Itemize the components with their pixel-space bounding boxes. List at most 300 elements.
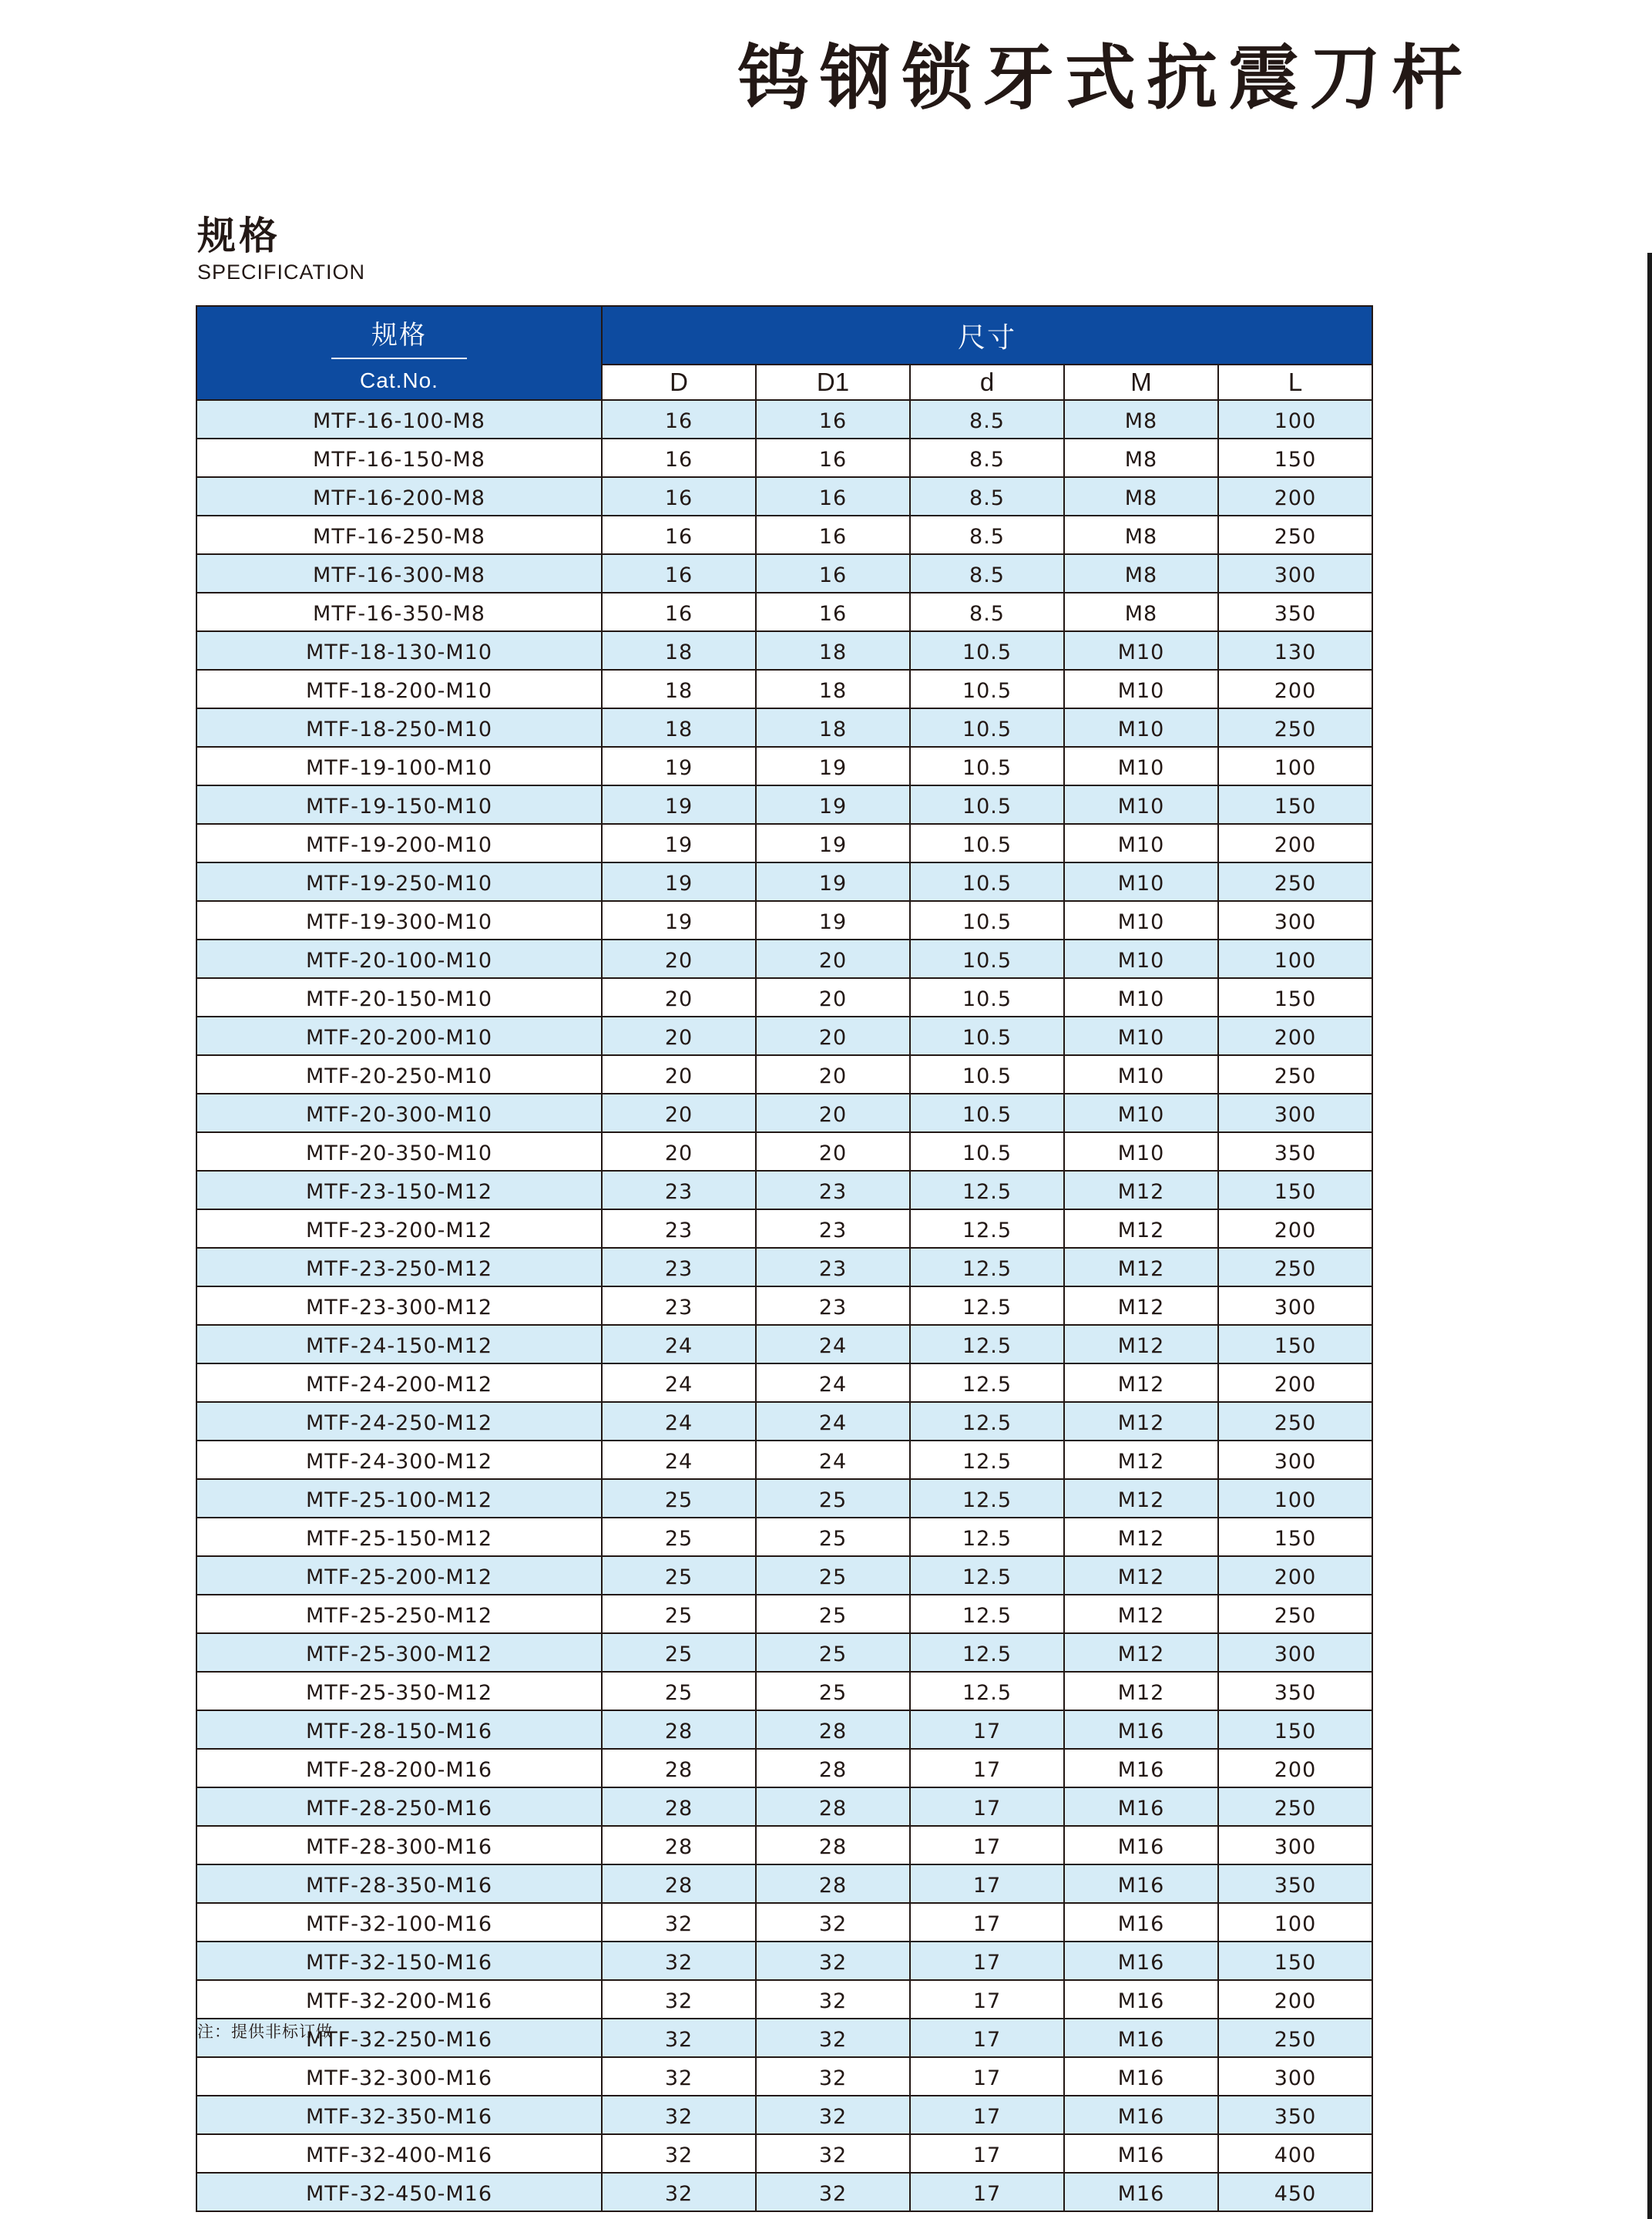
cat-no-cell: MTF-20-350-M10 — [196, 1132, 602, 1171]
cat-no-cell: MTF-32-250-M16 — [196, 2019, 602, 2057]
m-cell: M10 — [1064, 785, 1218, 824]
d-inner-cell: 10.5 — [910, 631, 1064, 670]
table-row — [196, 1864, 1372, 1903]
cat-no-cell: MTF-16-150-M8 — [196, 439, 602, 477]
table-row — [196, 978, 1372, 1017]
l-cell: 450 — [1218, 2173, 1372, 2211]
d-cell: 32 — [602, 1942, 756, 1980]
d-cell: 19 — [602, 747, 756, 785]
d1-cell: 25 — [756, 1518, 910, 1556]
cat-no-cell: MTF-16-350-M8 — [196, 593, 602, 631]
d-cell: 24 — [602, 1325, 756, 1363]
cat-no-cell: MTF-20-250-M10 — [196, 1055, 602, 1094]
cat-no-cell: MTF-32-350-M16 — [196, 2096, 602, 2134]
l-cell: 250 — [1218, 2019, 1372, 2057]
d-inner-cell: 12.5 — [910, 1518, 1064, 1556]
m-cell: M10 — [1064, 631, 1218, 670]
m-cell: M16 — [1064, 1980, 1218, 2019]
l-cell: 200 — [1218, 477, 1372, 516]
d-inner-cell: 12.5 — [910, 1595, 1064, 1633]
m-cell: M16 — [1064, 1903, 1218, 1942]
d-inner-cell: 17 — [910, 2134, 1064, 2173]
m-cell: M10 — [1064, 1094, 1218, 1132]
d1-cell: 28 — [756, 1864, 910, 1903]
m-cell: M10 — [1064, 708, 1218, 747]
l-cell: 150 — [1218, 785, 1372, 824]
d-cell: 20 — [602, 1132, 756, 1171]
d1-cell: 24 — [756, 1402, 910, 1441]
d-inner-cell: 10.5 — [910, 824, 1064, 862]
l-cell: 300 — [1218, 1094, 1372, 1132]
d-inner-cell: 17 — [910, 2173, 1064, 2211]
d1-cell: 32 — [756, 2057, 910, 2096]
cat-no-cell: MTF-28-300-M16 — [196, 1826, 602, 1864]
d-inner-cell: 8.5 — [910, 477, 1064, 516]
d-cell: 19 — [602, 824, 756, 862]
table-row — [196, 2173, 1372, 2211]
cat-no-cell: MTF-28-250-M16 — [196, 1787, 602, 1826]
cat-no-cell: MTF-23-150-M12 — [196, 1171, 602, 1209]
cat-no-cell: MTF-25-250-M12 — [196, 1595, 602, 1633]
table-row — [196, 439, 1372, 477]
d-cell: 23 — [602, 1209, 756, 1248]
d-inner-cell: 12.5 — [910, 1556, 1064, 1595]
cat-no-cell: MTF-24-150-M12 — [196, 1325, 602, 1363]
table-row — [196, 824, 1372, 862]
d-cell: 25 — [602, 1672, 756, 1710]
m-cell: M10 — [1064, 1017, 1218, 1055]
d-inner-cell: 17 — [910, 1826, 1064, 1864]
m-cell: M12 — [1064, 1402, 1218, 1441]
d-inner-cell: 8.5 — [910, 439, 1064, 477]
d-cell: 19 — [602, 901, 756, 940]
d-inner-cell: 10.5 — [910, 940, 1064, 978]
catno-header-cn: 规格 — [331, 314, 467, 359]
cat-no-cell: MTF-32-150-M16 — [196, 1942, 602, 1980]
cat-no-cell: MTF-19-100-M10 — [196, 747, 602, 785]
l-cell: 200 — [1218, 824, 1372, 862]
m-cell: M16 — [1064, 1787, 1218, 1826]
table-row — [196, 1132, 1372, 1171]
m-cell: M16 — [1064, 1864, 1218, 1903]
d-inner-cell: 10.5 — [910, 670, 1064, 708]
l-cell: 150 — [1218, 1942, 1372, 1980]
d-cell: 25 — [602, 1518, 756, 1556]
d-inner-cell: 17 — [910, 1980, 1064, 2019]
m-cell: M10 — [1064, 978, 1218, 1017]
l-cell: 150 — [1218, 978, 1372, 1017]
d-cell: 16 — [602, 554, 756, 593]
table-row — [196, 670, 1372, 708]
d-cell: 28 — [602, 1864, 756, 1903]
d-cell: 24 — [602, 1441, 756, 1479]
table-row — [196, 1749, 1372, 1787]
d1-cell: 16 — [756, 593, 910, 631]
table-row — [196, 901, 1372, 940]
spec-table — [196, 305, 1373, 2212]
m-cell: M12 — [1064, 1556, 1218, 1595]
m-cell: M12 — [1064, 1518, 1218, 1556]
m-cell: M10 — [1064, 824, 1218, 862]
column-header-d-outer: D — [602, 365, 756, 400]
d1-cell: 32 — [756, 1903, 910, 1942]
table-row — [196, 1017, 1372, 1055]
d-cell: 32 — [602, 2096, 756, 2134]
d-cell: 23 — [602, 1171, 756, 1209]
d-inner-cell: 17 — [910, 2096, 1064, 2134]
l-cell: 250 — [1218, 1055, 1372, 1094]
cat-no-cell: MTF-25-350-M12 — [196, 1672, 602, 1710]
d-cell: 16 — [602, 593, 756, 631]
cat-no-cell: MTF-25-300-M12 — [196, 1633, 602, 1672]
d-inner-cell: 17 — [910, 1942, 1064, 1980]
l-cell: 200 — [1218, 1749, 1372, 1787]
l-cell: 250 — [1218, 1595, 1372, 1633]
d1-cell: 19 — [756, 824, 910, 862]
d-inner-cell: 12.5 — [910, 1402, 1064, 1441]
d1-cell: 18 — [756, 708, 910, 747]
d-inner-cell: 12.5 — [910, 1286, 1064, 1325]
d-cell: 16 — [602, 516, 756, 554]
d-cell: 25 — [602, 1556, 756, 1595]
d-cell: 28 — [602, 1787, 756, 1826]
m-cell: M16 — [1064, 2134, 1218, 2173]
d1-cell: 32 — [756, 1980, 910, 2019]
cat-no-cell: MTF-20-300-M10 — [196, 1094, 602, 1132]
l-cell: 350 — [1218, 2096, 1372, 2134]
d1-cell: 25 — [756, 1479, 910, 1518]
l-cell: 350 — [1218, 1672, 1372, 1710]
cat-no-cell: MTF-19-300-M10 — [196, 901, 602, 940]
d-inner-cell: 17 — [910, 1787, 1064, 1826]
cat-no-cell: MTF-28-150-M16 — [196, 1710, 602, 1749]
column-header-d-inner: d — [910, 365, 1064, 400]
d-inner-cell: 12.5 — [910, 1633, 1064, 1672]
spec-table-header — [196, 306, 1372, 400]
d-inner-cell: 12.5 — [910, 1479, 1064, 1518]
d-cell: 20 — [602, 1055, 756, 1094]
l-cell: 300 — [1218, 1826, 1372, 1864]
d1-cell: 23 — [756, 1171, 910, 1209]
cat-no-cell: MTF-23-250-M12 — [196, 1248, 602, 1286]
d1-cell: 20 — [756, 1132, 910, 1171]
d-cell: 28 — [602, 1749, 756, 1787]
cat-no-cell: MTF-24-250-M12 — [196, 1402, 602, 1441]
l-cell: 250 — [1218, 862, 1372, 901]
m-cell: M12 — [1064, 1325, 1218, 1363]
cat-no-cell: MTF-16-300-M8 — [196, 554, 602, 593]
section-title: 规格 — [197, 213, 280, 258]
table-row — [196, 1710, 1372, 1749]
table-row — [196, 747, 1372, 785]
table-row — [196, 1402, 1372, 1441]
cat-no-cell: MTF-18-200-M10 — [196, 670, 602, 708]
m-cell: M12 — [1064, 1363, 1218, 1402]
m-cell: M8 — [1064, 400, 1218, 439]
d1-cell: 32 — [756, 1942, 910, 1980]
l-cell: 150 — [1218, 1171, 1372, 1209]
table-row — [196, 516, 1372, 554]
table-row — [196, 1595, 1372, 1633]
table-row — [196, 1055, 1372, 1094]
table-row — [196, 1441, 1372, 1479]
cat-no-cell: MTF-24-300-M12 — [196, 1441, 602, 1479]
d1-cell: 24 — [756, 1363, 910, 1402]
l-cell: 400 — [1218, 2134, 1372, 2173]
table-row — [196, 2057, 1372, 2096]
d-cell: 20 — [602, 1094, 756, 1132]
l-cell: 250 — [1218, 708, 1372, 747]
m-cell: M12 — [1064, 1672, 1218, 1710]
m-cell: M8 — [1064, 439, 1218, 477]
d1-cell: 25 — [756, 1672, 910, 1710]
section-heading — [197, 213, 365, 284]
table-row — [196, 631, 1372, 670]
m-cell: M12 — [1064, 1441, 1218, 1479]
l-cell: 200 — [1218, 1363, 1372, 1402]
table-row — [196, 1903, 1372, 1942]
l-cell: 300 — [1218, 1441, 1372, 1479]
d-inner-cell: 10.5 — [910, 862, 1064, 901]
table-row — [196, 2019, 1372, 2057]
d-cell: 25 — [602, 1479, 756, 1518]
table-row — [196, 1556, 1372, 1595]
m-cell: M12 — [1064, 1479, 1218, 1518]
l-cell: 350 — [1218, 593, 1372, 631]
d-cell: 32 — [602, 2173, 756, 2211]
size-header: 尺寸 — [602, 306, 1372, 365]
cat-no-cell: MTF-32-200-M16 — [196, 1980, 602, 2019]
footnote: 注：提供非标订做 — [197, 2022, 333, 2041]
d-inner-cell: 12.5 — [910, 1209, 1064, 1248]
d-inner-cell: 17 — [910, 2019, 1064, 2057]
table-row — [196, 940, 1372, 978]
m-cell: M8 — [1064, 593, 1218, 631]
table-row — [196, 1248, 1372, 1286]
d-cell: 20 — [602, 978, 756, 1017]
d1-cell: 25 — [756, 1556, 910, 1595]
m-cell: M8 — [1064, 516, 1218, 554]
m-cell: M16 — [1064, 1826, 1218, 1864]
m-cell: M8 — [1064, 554, 1218, 593]
m-cell: M12 — [1064, 1286, 1218, 1325]
cat-no-cell: MTF-32-450-M16 — [196, 2173, 602, 2211]
m-cell: M16 — [1064, 2096, 1218, 2134]
table-row — [196, 862, 1372, 901]
d-inner-cell: 8.5 — [910, 593, 1064, 631]
d1-cell: 20 — [756, 1094, 910, 1132]
table-row — [196, 593, 1372, 631]
d-cell: 18 — [602, 631, 756, 670]
l-cell: 350 — [1218, 1864, 1372, 1903]
d-cell: 20 — [602, 1017, 756, 1055]
d-cell: 16 — [602, 477, 756, 516]
table-row — [196, 708, 1372, 747]
d-cell: 25 — [602, 1595, 756, 1633]
l-cell: 130 — [1218, 631, 1372, 670]
d-cell: 23 — [602, 1286, 756, 1325]
table-row — [196, 1171, 1372, 1209]
d1-cell: 19 — [756, 862, 910, 901]
cat-no-cell: MTF-19-250-M10 — [196, 862, 602, 901]
m-cell: M12 — [1064, 1171, 1218, 1209]
d-cell: 28 — [602, 1826, 756, 1864]
table-row — [196, 1363, 1372, 1402]
l-cell: 150 — [1218, 1325, 1372, 1363]
m-cell: M12 — [1064, 1209, 1218, 1248]
l-cell: 300 — [1218, 1633, 1372, 1672]
d-inner-cell: 12.5 — [910, 1672, 1064, 1710]
d-cell: 19 — [602, 785, 756, 824]
table-row — [196, 1787, 1372, 1826]
l-cell: 150 — [1218, 439, 1372, 477]
d1-cell: 28 — [756, 1710, 910, 1749]
cat-no-cell: MTF-24-200-M12 — [196, 1363, 602, 1402]
d-cell: 32 — [602, 1980, 756, 2019]
l-cell: 350 — [1218, 1132, 1372, 1171]
l-cell: 200 — [1218, 1209, 1372, 1248]
d1-cell: 16 — [756, 400, 910, 439]
cat-no-cell: MTF-20-150-M10 — [196, 978, 602, 1017]
cat-no-cell: MTF-20-200-M10 — [196, 1017, 602, 1055]
l-cell: 150 — [1218, 1518, 1372, 1556]
d-inner-cell: 10.5 — [910, 1055, 1064, 1094]
d-inner-cell: 10.5 — [910, 708, 1064, 747]
d-cell: 24 — [602, 1402, 756, 1441]
d-inner-cell: 10.5 — [910, 747, 1064, 785]
catno-header — [196, 306, 602, 400]
m-cell: M10 — [1064, 747, 1218, 785]
table-row — [196, 1826, 1372, 1864]
cat-no-cell: MTF-32-300-M16 — [196, 2057, 602, 2096]
table-row — [196, 477, 1372, 516]
d-cell: 18 — [602, 670, 756, 708]
table-row — [196, 1518, 1372, 1556]
m-cell: M8 — [1064, 477, 1218, 516]
d-inner-cell: 10.5 — [910, 1132, 1064, 1171]
d-inner-cell: 10.5 — [910, 1094, 1064, 1132]
table-row — [196, 1479, 1372, 1518]
d-cell: 24 — [602, 1363, 756, 1402]
d1-cell: 32 — [756, 2134, 910, 2173]
d1-cell: 25 — [756, 1595, 910, 1633]
m-cell: M16 — [1064, 1942, 1218, 1980]
m-cell: M10 — [1064, 862, 1218, 901]
l-cell: 150 — [1218, 1710, 1372, 1749]
d-cell: 20 — [602, 940, 756, 978]
l-cell: 300 — [1218, 2057, 1372, 2096]
cat-no-cell: MTF-18-130-M10 — [196, 631, 602, 670]
table-row — [196, 1942, 1372, 1980]
d1-cell: 32 — [756, 2019, 910, 2057]
cat-no-cell: MTF-16-250-M8 — [196, 516, 602, 554]
l-cell: 250 — [1218, 1402, 1372, 1441]
table-row — [196, 1325, 1372, 1363]
d1-cell: 20 — [756, 978, 910, 1017]
d1-cell: 20 — [756, 940, 910, 978]
cat-no-cell: MTF-16-100-M8 — [196, 400, 602, 439]
d-inner-cell: 8.5 — [910, 554, 1064, 593]
d1-cell: 19 — [756, 785, 910, 824]
table-row — [196, 1980, 1372, 2019]
column-header-m: M — [1064, 365, 1218, 400]
d1-cell: 24 — [756, 1325, 910, 1363]
d1-cell: 19 — [756, 901, 910, 940]
d-cell: 18 — [602, 708, 756, 747]
l-cell: 100 — [1218, 940, 1372, 978]
m-cell: M16 — [1064, 1710, 1218, 1749]
d-inner-cell: 17 — [910, 2057, 1064, 2096]
d-inner-cell: 12.5 — [910, 1248, 1064, 1286]
d1-cell: 28 — [756, 1787, 910, 1826]
d-inner-cell: 12.5 — [910, 1363, 1064, 1402]
m-cell: M12 — [1064, 1633, 1218, 1672]
l-cell: 250 — [1218, 1248, 1372, 1286]
l-cell: 100 — [1218, 747, 1372, 785]
cat-no-cell: MTF-16-200-M8 — [196, 477, 602, 516]
l-cell: 100 — [1218, 1903, 1372, 1942]
d1-cell: 20 — [756, 1017, 910, 1055]
cat-no-cell: MTF-19-200-M10 — [196, 824, 602, 862]
d1-cell: 23 — [756, 1286, 910, 1325]
table-row — [196, 1094, 1372, 1132]
m-cell: M12 — [1064, 1595, 1218, 1633]
m-cell: M10 — [1064, 1055, 1218, 1094]
m-cell: M16 — [1064, 1749, 1218, 1787]
table-row — [196, 1286, 1372, 1325]
d1-cell: 16 — [756, 477, 910, 516]
table-row — [196, 400, 1372, 439]
d1-cell: 19 — [756, 747, 910, 785]
d1-cell: 25 — [756, 1633, 910, 1672]
d-inner-cell: 17 — [910, 1864, 1064, 1903]
cat-no-cell: MTF-28-200-M16 — [196, 1749, 602, 1787]
d-inner-cell: 8.5 — [910, 516, 1064, 554]
catno-header-en: Cat.No. — [360, 368, 438, 392]
d-cell: 23 — [602, 1248, 756, 1286]
l-cell: 250 — [1218, 516, 1372, 554]
table-row — [196, 2096, 1372, 2134]
cat-no-cell: MTF-18-250-M10 — [196, 708, 602, 747]
d1-cell: 28 — [756, 1826, 910, 1864]
d1-cell: 16 — [756, 554, 910, 593]
d1-cell: 16 — [756, 439, 910, 477]
m-cell: M16 — [1064, 2057, 1218, 2096]
table-row — [196, 1633, 1372, 1672]
d-cell: 25 — [602, 1633, 756, 1672]
l-cell: 300 — [1218, 901, 1372, 940]
cat-no-cell: MTF-25-200-M12 — [196, 1556, 602, 1595]
column-header-d1: D1 — [756, 365, 910, 400]
l-cell: 300 — [1218, 554, 1372, 593]
cat-no-cell: MTF-32-100-M16 — [196, 1903, 602, 1942]
l-cell: 200 — [1218, 1017, 1372, 1055]
d1-cell: 16 — [756, 516, 910, 554]
d1-cell: 24 — [756, 1441, 910, 1479]
table-row — [196, 785, 1372, 824]
d1-cell: 32 — [756, 2096, 910, 2134]
d-cell: 32 — [602, 2134, 756, 2173]
table-row — [196, 1672, 1372, 1710]
d-inner-cell: 10.5 — [910, 785, 1064, 824]
m-cell: M10 — [1064, 670, 1218, 708]
l-cell: 200 — [1218, 1980, 1372, 2019]
d-inner-cell: 12.5 — [910, 1171, 1064, 1209]
d-cell: 32 — [602, 2019, 756, 2057]
d-cell: 28 — [602, 1710, 756, 1749]
d1-cell: 23 — [756, 1209, 910, 1248]
m-cell: M10 — [1064, 901, 1218, 940]
